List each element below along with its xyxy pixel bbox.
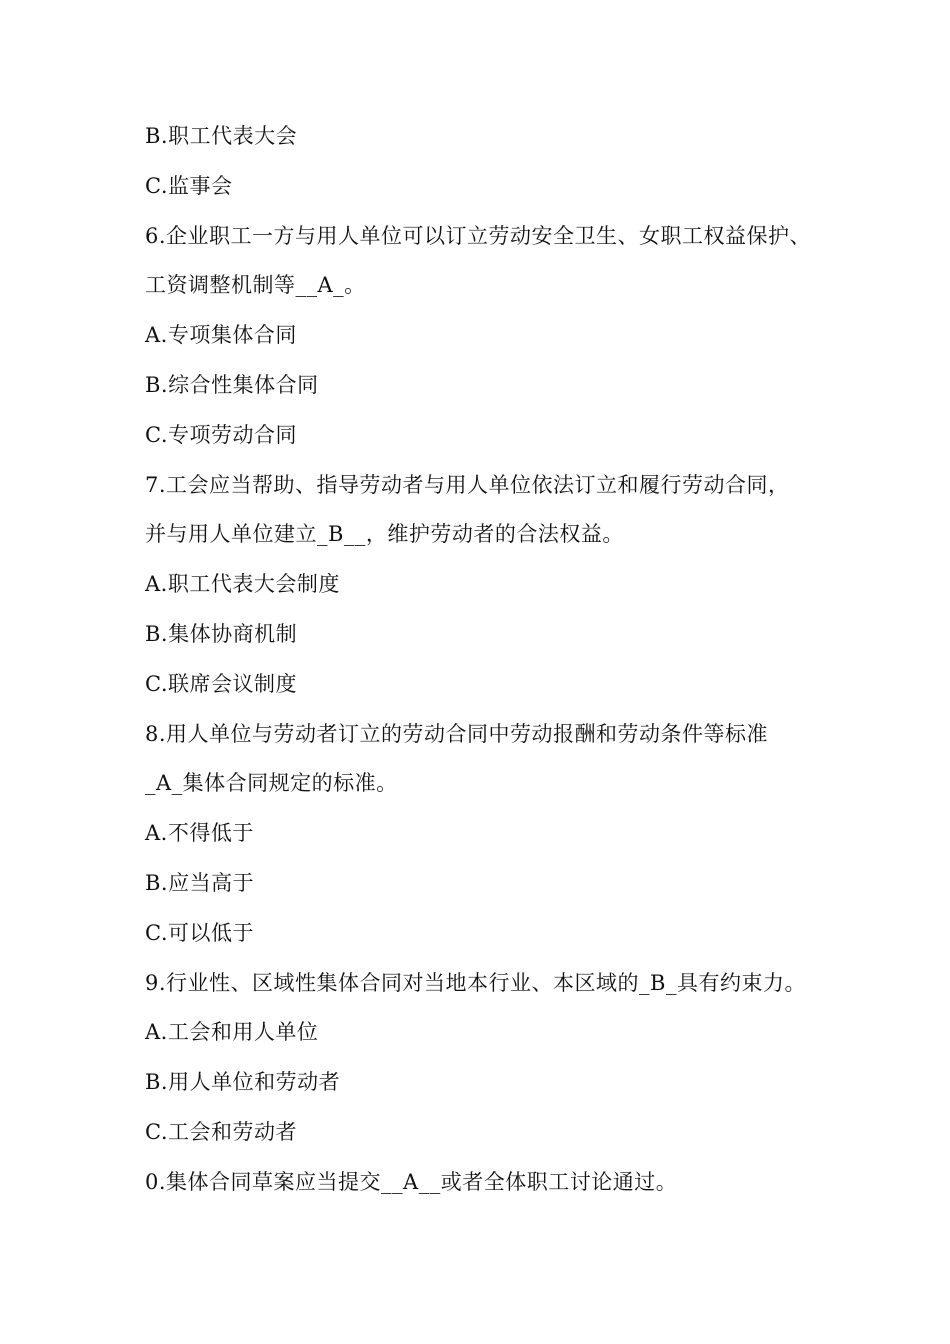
option-a-q6: A.专项集体合同 (145, 323, 297, 348)
option-b-q8: B.应当高于 (145, 870, 255, 895)
question-6-line-2: 工资调整机制等__A_。 (145, 273, 366, 298)
option-a-q8: A.不得低于 (145, 821, 254, 846)
question-7-line-1: 7.工会应当帮助、指导劳动者与用人单位依法订立和履行劳动合同， (145, 472, 790, 497)
option-c-q6: C.专项劳动合同 (145, 422, 297, 447)
option-a-q7: A.职工代表大会制度 (145, 572, 340, 597)
question-9: 9.行业性、区域性集体合同对当地本行业、本区域的_B_具有约束力。 (145, 970, 806, 995)
option-b-q7: B.集体协商机制 (145, 621, 298, 646)
option-c-q7: C.联席会议制度 (145, 671, 297, 696)
option-b-q5: B.职工代表大会 (145, 124, 298, 148)
question-8-line-1: 8.用人单位与劳动者订立的劳动合同中劳动报酬和劳动条件等标准 (145, 721, 769, 746)
document-body (145, 112, 845, 1208)
option-b-q6: B.综合性集体合同 (145, 372, 319, 397)
option-c-q5: C.监事会 (145, 173, 233, 198)
question-10: 0.集体合同草案应当提交__A__或者全体职工讨论通过。 (145, 1169, 678, 1194)
question-8-line-2: _A_集体合同规定的标准。 (145, 771, 398, 796)
option-c-q8: C.可以低于 (145, 920, 254, 945)
option-b-q9: B.用人单位和劳动者 (145, 1070, 341, 1095)
question-7-line-2: 并与用人单位建立_B__，维护劳动者的合法权益。 (145, 522, 624, 547)
option-a-q9: A.工会和用人单位 (145, 1020, 319, 1045)
question-6-line-1: 6.企业职工一方与用人单位可以订立劳动安全卫生、女职工权益保护、 (145, 223, 812, 248)
option-c-q9: C.工会和劳动者 (145, 1119, 297, 1144)
